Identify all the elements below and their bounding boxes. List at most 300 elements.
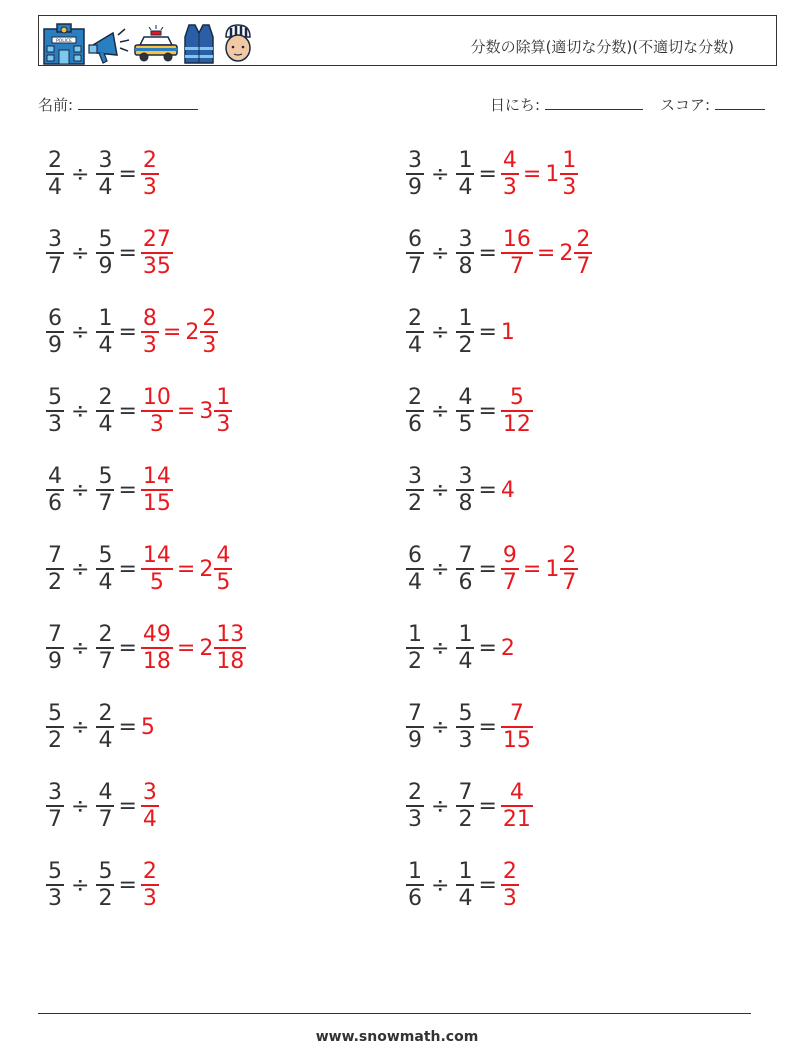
numerator: 7 (48, 622, 62, 648)
denominator: 4 (458, 648, 473, 674)
numerator: 5 (509, 385, 524, 411)
numerator: 49 (142, 622, 171, 648)
answer (501, 320, 515, 345)
denominator: 9 (48, 332, 62, 358)
equals-sign: = (478, 793, 497, 819)
mixed-fraction (214, 385, 232, 437)
denominator: 3 (408, 806, 422, 832)
dividend-fraction (406, 306, 424, 358)
denominator: 7 (48, 253, 62, 279)
denominator: 2 (458, 332, 473, 358)
divisor-fraction (96, 859, 114, 911)
equals-sign: = (522, 161, 542, 187)
denominator: 8 (458, 253, 473, 279)
equals-sign: = (118, 398, 137, 424)
answer-fraction (501, 780, 533, 832)
numerator: 2 (98, 701, 113, 727)
dividend-fraction (406, 780, 424, 832)
answer-whole: 1 (500, 319, 515, 345)
mixed-fraction (560, 148, 578, 200)
equals-sign: = (118, 477, 137, 503)
problem-8 (46, 697, 155, 757)
numerator: 2 (142, 148, 157, 174)
answer (141, 859, 159, 911)
divisor-fraction (456, 148, 474, 200)
divide-sign: ÷ (71, 319, 90, 345)
numerator: 10 (142, 385, 171, 411)
divisor-fraction (456, 701, 474, 753)
answer-fraction (141, 148, 159, 200)
equals-sign: = (478, 714, 497, 740)
denominator: 4 (408, 569, 422, 595)
answer-fraction (141, 859, 159, 911)
equals-sign: = (118, 556, 137, 582)
answer (141, 780, 159, 832)
denominator: 3 (562, 174, 577, 200)
numerator: 3 (458, 464, 473, 490)
prisoner-icon (218, 23, 258, 65)
equals-sign: = (118, 872, 137, 898)
divide-sign: ÷ (431, 793, 450, 819)
mixed-whole: 2 (185, 319, 200, 345)
numerator: 6 (48, 306, 62, 332)
answer (501, 780, 533, 832)
problem-16 (406, 539, 578, 599)
answer (141, 148, 159, 200)
divisor-fraction (96, 306, 114, 358)
divide-sign: ÷ (431, 319, 450, 345)
numerator: 4 (502, 148, 517, 174)
numerator: 3 (458, 227, 473, 253)
denominator: 4 (98, 569, 113, 595)
divisor-fraction (456, 227, 474, 279)
equals-sign: = (118, 793, 137, 819)
numerator: 1 (458, 306, 473, 332)
denominator: 4 (98, 727, 113, 753)
numerator: 2 (502, 859, 517, 885)
answer (501, 543, 578, 595)
answer (501, 478, 515, 503)
denominator: 18 (142, 648, 171, 674)
numerator: 16 (502, 227, 531, 253)
denominator: 12 (502, 411, 531, 437)
dividend-fraction (406, 543, 424, 595)
numerator: 14 (142, 464, 171, 490)
numerator: 2 (408, 780, 422, 806)
numerator: 5 (48, 701, 62, 727)
numerator: 2 (202, 306, 217, 332)
equals-sign: = (176, 635, 196, 661)
denominator: 3 (48, 411, 62, 437)
answer (141, 543, 232, 595)
answer (501, 636, 515, 661)
answer (141, 715, 155, 740)
numerator: 4 (458, 385, 473, 411)
dividend-fraction (46, 227, 64, 279)
numerator: 4 (98, 780, 113, 806)
divisor-fraction (96, 543, 114, 595)
problem-9 (46, 776, 159, 836)
numerator: 2 (98, 622, 113, 648)
denominator: 3 (142, 332, 157, 358)
divide-sign: ÷ (71, 240, 90, 266)
denominator: 3 (202, 332, 217, 358)
denominator: 3 (502, 174, 517, 200)
dividend-fraction (46, 464, 64, 516)
problem-20 (406, 855, 519, 915)
police-car-icon (132, 23, 180, 65)
problem-11 (406, 144, 578, 204)
numerator: 3 (408, 464, 422, 490)
denominator: 3 (458, 727, 473, 753)
denominator: 7 (576, 253, 591, 279)
numerator: 2 (408, 385, 422, 411)
divide-sign: ÷ (71, 556, 90, 582)
answer-fraction (141, 780, 159, 832)
divide-sign: ÷ (431, 556, 450, 582)
equals-sign: = (118, 319, 137, 345)
numerator: 5 (48, 385, 62, 411)
megaphone-icon (87, 23, 131, 65)
denominator: 4 (458, 885, 473, 911)
numerator: 9 (502, 543, 517, 569)
equals-sign: = (536, 240, 556, 266)
divide-sign: ÷ (71, 635, 90, 661)
problem-4 (46, 381, 232, 441)
equals-sign: = (478, 398, 497, 424)
divisor-fraction (456, 622, 474, 674)
mixed-whole: 2 (199, 556, 214, 582)
problem-15 (406, 460, 515, 520)
denominator: 21 (502, 806, 531, 832)
problem-18 (406, 697, 533, 757)
denominator: 7 (98, 806, 113, 832)
denominator: 2 (48, 569, 62, 595)
mixed-fraction (200, 306, 218, 358)
numerator: 1 (458, 622, 473, 648)
dividend-fraction (406, 464, 424, 516)
denominator: 9 (48, 648, 62, 674)
denominator: 7 (98, 648, 113, 674)
dividend-fraction (46, 306, 64, 358)
denominator: 8 (458, 490, 473, 516)
divisor-fraction (456, 859, 474, 911)
answer (141, 385, 232, 437)
numerator: 1 (408, 859, 422, 885)
divisor-fraction (96, 148, 114, 200)
numerator: 1 (458, 859, 473, 885)
problem-6 (46, 539, 232, 599)
mixed-fraction (214, 543, 232, 595)
answer (501, 385, 533, 437)
denominator: 7 (509, 253, 524, 279)
divide-sign: ÷ (71, 793, 90, 819)
equals-sign: = (478, 872, 497, 898)
answer-fraction (501, 701, 533, 753)
name-label: 名前: (38, 96, 74, 114)
numerator: 6 (408, 543, 422, 569)
answer-fraction (141, 464, 173, 516)
divisor-fraction (456, 385, 474, 437)
numerator: 3 (142, 780, 157, 806)
divisor-fraction (96, 622, 114, 674)
dividend-fraction (46, 622, 64, 674)
mixed-fraction (560, 543, 578, 595)
answer-whole: 5 (140, 714, 155, 740)
denominator: 6 (408, 885, 422, 911)
dividend-fraction (46, 859, 64, 911)
numerator: 5 (98, 227, 113, 253)
divisor-fraction (96, 464, 114, 516)
equals-sign: = (118, 161, 137, 187)
answer (501, 859, 519, 911)
denominator: 5 (216, 569, 231, 595)
mixed-whole: 2 (559, 240, 574, 266)
answer (501, 148, 578, 200)
answer (501, 701, 533, 753)
numerator: 2 (98, 385, 113, 411)
answer (141, 306, 218, 358)
score-field[interactable] (660, 94, 765, 115)
denominator: 9 (408, 174, 422, 200)
answer-fraction (141, 227, 173, 279)
numerator: 2 (48, 148, 62, 174)
divide-sign: ÷ (431, 714, 450, 740)
numerator: 13 (216, 622, 245, 648)
equals-sign: = (176, 398, 196, 424)
denominator: 4 (98, 174, 113, 200)
denominator: 4 (142, 806, 157, 832)
divide-sign: ÷ (431, 635, 450, 661)
denominator: 9 (98, 253, 113, 279)
dividend-fraction (406, 385, 424, 437)
numerator: 3 (98, 148, 113, 174)
footer-url: www.snowmath.com (315, 1029, 479, 1045)
equals-sign: = (162, 319, 182, 345)
denominator: 7 (408, 253, 422, 279)
mixed-fraction (214, 622, 246, 674)
equals-sign: = (118, 714, 137, 740)
numerator: 8 (142, 306, 157, 332)
problem-1 (46, 144, 159, 204)
denominator: 35 (142, 253, 171, 279)
denominator: 7 (502, 569, 517, 595)
answer-fraction (501, 859, 519, 911)
dividend-fraction (406, 622, 424, 674)
numerator: 2 (562, 543, 577, 569)
denominator: 15 (142, 490, 171, 516)
dividend-fraction (46, 385, 64, 437)
dividend-fraction (46, 780, 64, 832)
equals-sign: = (478, 556, 497, 582)
answer-whole: 4 (500, 477, 515, 503)
answer-fraction (501, 227, 533, 279)
answer-fraction (501, 543, 519, 595)
answer (501, 227, 592, 279)
equals-sign: = (478, 161, 497, 187)
divisor-fraction (456, 543, 474, 595)
numerator: 3 (48, 780, 62, 806)
divide-sign: ÷ (431, 872, 450, 898)
score-label: スコア: (660, 96, 711, 114)
divide-sign: ÷ (71, 714, 90, 740)
equals-sign: = (118, 240, 137, 266)
dividend-fraction (46, 543, 64, 595)
divide-sign: ÷ (71, 872, 90, 898)
divisor-fraction (456, 306, 474, 358)
divisor-fraction (96, 701, 114, 753)
date-field[interactable] (490, 94, 643, 115)
denominator: 4 (98, 411, 113, 437)
denominator: 3 (502, 885, 517, 911)
name-field[interactable] (38, 94, 198, 115)
numerator: 1 (216, 385, 231, 411)
problem-10 (46, 855, 159, 915)
date-blank[interactable] (545, 95, 643, 110)
problem-19 (406, 776, 533, 836)
equals-sign: = (522, 556, 542, 582)
dividend-fraction (46, 148, 64, 200)
denominator: 3 (142, 174, 157, 200)
divisor-fraction (96, 780, 114, 832)
denominator: 5 (149, 569, 164, 595)
denominator: 6 (48, 490, 62, 516)
header-icons (42, 19, 259, 65)
numerator: 3 (408, 148, 422, 174)
numerator: 5 (48, 859, 62, 885)
divide-sign: ÷ (71, 161, 90, 187)
numerator: 5 (458, 701, 473, 727)
divide-sign: ÷ (431, 161, 450, 187)
numerator: 14 (142, 543, 171, 569)
answer-fraction (141, 306, 159, 358)
denominator: 2 (458, 806, 473, 832)
denominator: 3 (216, 411, 231, 437)
numerator: 6 (408, 227, 422, 253)
problem-17 (406, 618, 515, 678)
denominator: 4 (98, 332, 113, 358)
dividend-fraction (406, 701, 424, 753)
equals-sign: = (176, 556, 196, 582)
date-label: 日にち: (490, 96, 541, 114)
dividend-fraction (406, 227, 424, 279)
problem-2 (46, 223, 173, 283)
answer (141, 622, 246, 674)
denominator: 2 (98, 885, 113, 911)
divisor-fraction (96, 385, 114, 437)
numerator: 5 (98, 859, 113, 885)
mixed-fraction (574, 227, 592, 279)
denominator: 3 (142, 885, 157, 911)
answer (141, 227, 173, 279)
denominator: 9 (408, 727, 422, 753)
numerator: 5 (98, 543, 113, 569)
numerator: 7 (458, 543, 473, 569)
numerator: 7 (458, 780, 473, 806)
problem-14 (406, 381, 533, 441)
denominator: 3 (149, 411, 164, 437)
denominator: 3 (48, 885, 62, 911)
denominator: 7 (98, 490, 113, 516)
numerator: 27 (142, 227, 171, 253)
answer-fraction (501, 385, 533, 437)
police-station-icon (42, 23, 86, 65)
answer-fraction (141, 385, 173, 437)
numerator: 2 (142, 859, 157, 885)
denominator: 5 (458, 411, 473, 437)
equals-sign: = (478, 477, 497, 503)
footer-divider (38, 1013, 751, 1014)
equals-sign: = (478, 319, 497, 345)
police-sign-text: POLICE (55, 39, 73, 44)
equals-sign: = (478, 240, 497, 266)
mixed-whole: 1 (545, 161, 560, 187)
worksheet-header (38, 15, 777, 66)
numerator: 4 (509, 780, 524, 806)
numerator: 2 (408, 306, 422, 332)
police-vest-icon (181, 23, 217, 65)
numerator: 1 (408, 622, 422, 648)
numerator: 7 (509, 701, 524, 727)
problem-12 (406, 223, 592, 283)
divisor-fraction (96, 227, 114, 279)
answer-fraction (141, 622, 173, 674)
numerator: 7 (48, 543, 62, 569)
dividend-fraction (406, 148, 424, 200)
problem-5 (46, 460, 173, 520)
denominator: 7 (562, 569, 577, 595)
denominator: 2 (48, 727, 62, 753)
denominator: 18 (216, 648, 245, 674)
denominator: 4 (408, 332, 422, 358)
dividend-fraction (406, 859, 424, 911)
divisor-fraction (456, 464, 474, 516)
problem-13 (406, 302, 515, 362)
numerator: 4 (216, 543, 231, 569)
numerator: 1 (458, 148, 473, 174)
divisor-fraction (456, 780, 474, 832)
numerator: 7 (408, 701, 422, 727)
numerator: 1 (562, 148, 577, 174)
denominator: 6 (458, 569, 473, 595)
mixed-whole: 1 (545, 556, 560, 582)
answer (141, 464, 173, 516)
denominator: 6 (408, 411, 422, 437)
mixed-whole: 2 (199, 635, 214, 661)
problem-7 (46, 618, 246, 678)
numerator: 3 (48, 227, 62, 253)
divide-sign: ÷ (71, 477, 90, 503)
equals-sign: = (478, 635, 497, 661)
name-blank[interactable] (78, 95, 198, 110)
denominator: 2 (408, 648, 422, 674)
answer-fraction (141, 543, 173, 595)
denominator: 4 (48, 174, 62, 200)
denominator: 15 (502, 727, 531, 753)
divide-sign: ÷ (431, 477, 450, 503)
answer-whole: 2 (500, 635, 515, 661)
divide-sign: ÷ (431, 240, 450, 266)
equals-sign: = (118, 635, 137, 661)
denominator: 7 (48, 806, 62, 832)
worksheet-title: 分数の除算(適切な分数)(不適切な分数) (470, 38, 734, 56)
numerator: 4 (48, 464, 62, 490)
numerator: 1 (98, 306, 113, 332)
denominator: 4 (458, 174, 473, 200)
mixed-whole: 3 (199, 398, 214, 424)
score-blank[interactable] (715, 95, 765, 110)
answer-fraction (501, 148, 519, 200)
